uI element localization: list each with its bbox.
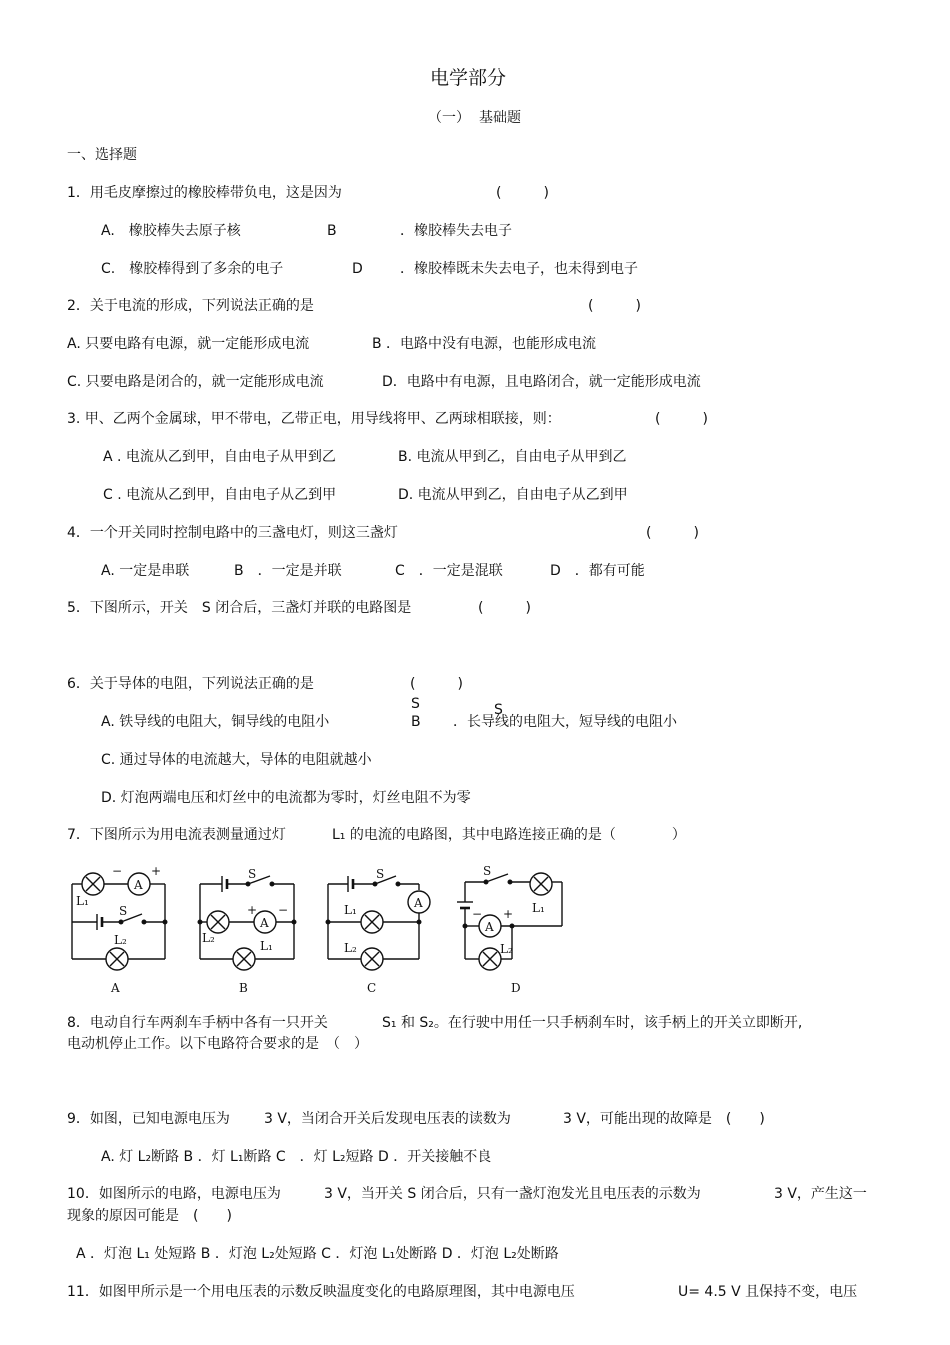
q9-stem-part1: 9．如图，已知电源电压为: [67, 1111, 230, 1127]
q1-option-b-letter: B: [327, 223, 337, 239]
q11-stem-part2: U= 4.5 V 且保持不变，电压: [678, 1284, 858, 1300]
q5-answer-paren: ( ): [478, 600, 531, 616]
q6-option-d: D. 灯泡两端电压和灯丝中的电流都为零时，灯丝电阻不为零: [101, 790, 471, 806]
q6-option-a: A. 铁导线的电阻大，铜导线的电阻小: [101, 714, 330, 730]
svg-text:L₁: L₁: [260, 939, 273, 953]
q11-stem-part1: 11．如图甲所示是一个用电压表的示数反映温度变化的电路原理图，其中电源电压: [67, 1284, 575, 1300]
svg-text:L₁: L₁: [344, 903, 357, 917]
svg-text:L₂: L₂: [344, 941, 357, 955]
q1-option-a: A. 橡胶棒失去原子核: [101, 223, 241, 239]
q1-option-b: ．橡胶棒失去电子: [400, 223, 512, 239]
lamp-l2-label: L₂: [114, 933, 127, 947]
svg-text:A: A: [260, 916, 269, 930]
subtitle: 基础题: [479, 110, 521, 126]
q4-option-a: A. 一定是串联: [101, 563, 190, 579]
q7-label-b: B: [239, 981, 248, 994]
q4-answer-paren: ( ): [646, 525, 699, 541]
q3-stem: 3. 甲、乙两个金属球，甲不带电，乙带正电，用导线将甲、乙两球相联接，则：: [67, 411, 561, 427]
q7-stem-part2: L₁ 的电流的电路图，其中电路连接正确的是（ ）: [332, 827, 686, 843]
ammeter-label: A: [134, 878, 143, 892]
lamp-l1-label: L₁: [76, 894, 89, 908]
q4-stem: 4．一个开关同时控制电路中的三盏电灯，则这三盏灯: [67, 525, 398, 541]
q8-line1-part1: 8．电动自行车两刹车手柄中各有一只开关: [67, 1015, 328, 1031]
q1-option-c: C. 橡胶棒得到了多余的电子: [101, 261, 284, 277]
q10-line1-part3: 3 V，产生这一: [774, 1186, 867, 1202]
svg-text:S: S: [248, 867, 257, 881]
q10-line2: 现象的原因可能是 ( ): [67, 1208, 232, 1224]
switch-label: S: [119, 904, 128, 918]
svg-text:L₂: L₂: [500, 942, 513, 956]
q7-label-a: A: [111, 981, 120, 994]
q4-option-b: B ．一定是并联: [234, 563, 342, 579]
q6-option-c: C. 通过导体的电流越大，导体的电阻就越小: [101, 752, 372, 768]
q6-stray-s-2: S: [494, 702, 503, 718]
q3-option-c: C . 电流从乙到甲，自由电子从乙到甲: [103, 487, 337, 503]
q9-stem-part2: 3 V，当闭合开关后发现电压表的读数为: [264, 1111, 511, 1127]
svg-text:−: −: [278, 903, 289, 917]
q3-option-a: A . 电流从乙到甲，自由电子从甲到乙: [103, 449, 336, 465]
q3-answer-paren: ( ): [655, 411, 708, 427]
svg-text:L₁: L₁: [532, 901, 545, 915]
q4-option-c: C ．一定是混联: [395, 563, 503, 579]
q7-circuit-a: [62, 862, 177, 994]
q7-label-d: D: [511, 981, 521, 994]
q4-option-d: D ．都有可能: [550, 563, 645, 579]
page-title: 电学部分: [430, 67, 507, 89]
q6-option-b: ．长导线的电阻大，短导线的电阻小: [453, 714, 677, 730]
q10-line1-part2: 3 V，当开关 S 闭合后，只有一盏灯泡发光且电压表的示数为: [324, 1186, 701, 1202]
q7-circuit-d: [452, 862, 574, 994]
q3-option-b: B. 电流从甲到乙，自由电子从甲到乙: [398, 449, 627, 465]
q10-line1-part1: 10．如图所示的电路，电源电压为: [67, 1186, 281, 1202]
q2-answer-paren: ( ): [588, 298, 641, 314]
q2-option-b: B ．电路中没有电源，也能形成电流: [372, 336, 597, 352]
q1-stem: 1．用毛皮摩擦过的橡胶棒带负电，这是因为: [67, 185, 342, 201]
svg-text:+: +: [247, 903, 258, 917]
svg-text:+: +: [503, 907, 514, 921]
q1-option-d-letter: D: [352, 261, 363, 277]
q6-stray-s-1: S: [411, 696, 420, 712]
q7-label-c: C: [367, 981, 377, 994]
section-heading: 一、选择题: [67, 147, 137, 163]
q8-line1-part2: S₁ 和 S₂。在行驶中用任一只手柄刹车时，该手柄上的开关立即断开,: [382, 1015, 803, 1031]
svg-text:A: A: [414, 896, 423, 910]
q3-option-d: D. 电流从甲到乙，自由电子从乙到甲: [398, 487, 628, 503]
q6-option-b-letter: B: [411, 714, 421, 730]
q7-circuit-b: [192, 862, 307, 994]
q2-stem: 2．关于电流的形成，下列说法正确的是: [67, 298, 314, 314]
q8-line2: 电动机停止工作。以下电路符合要求的是 （ ）: [67, 1036, 368, 1052]
q7-circuit-c: [320, 862, 438, 994]
svg-text:+: +: [151, 864, 162, 878]
q9-stem-part3: 3 V，可能出现的故障是 ( ): [563, 1111, 765, 1127]
svg-text:S: S: [483, 864, 492, 878]
svg-text:L₂: L₂: [202, 931, 215, 945]
svg-text:−: −: [472, 907, 483, 921]
q2-option-d: D．电路中有电源，且电路闭合，就一定能形成电流: [382, 374, 701, 390]
subtitle-number: （一）: [428, 110, 470, 126]
q7-stem-part1: 7．下图所示为用电流表测量通过灯: [67, 827, 286, 843]
q1-option-d: ．橡胶棒既未失去电子，也未得到电子: [400, 261, 638, 277]
q6-answer-paren: ( ): [410, 676, 463, 692]
svg-text:A: A: [485, 920, 494, 934]
q9-options: A. 灯 L₂断路 B ．灯 L₁断路 C ．灯 L₂短路 D ．开关接触不良: [101, 1149, 492, 1165]
q5-stem: 5．下图所示，开关 S 闭合后，三盏灯并联的电路图是: [67, 600, 412, 616]
q1-answer-paren: ( ): [496, 185, 549, 201]
q2-option-a: A. 只要电路有电源，就一定能形成电流: [67, 336, 310, 352]
svg-text:−: −: [112, 864, 123, 878]
q2-option-c: C. 只要电路是闭合的，就一定能形成电流: [67, 374, 324, 390]
svg-text:S: S: [376, 867, 385, 881]
q6-stem: 6．关于导体的电阻，下列说法正确的是: [67, 676, 314, 692]
q10-options: A ．灯泡 L₁ 处短路 B ．灯泡 L₂处短路 C ．灯泡 L₁处断路 D ．灯泡 L₂处断路: [76, 1246, 559, 1262]
